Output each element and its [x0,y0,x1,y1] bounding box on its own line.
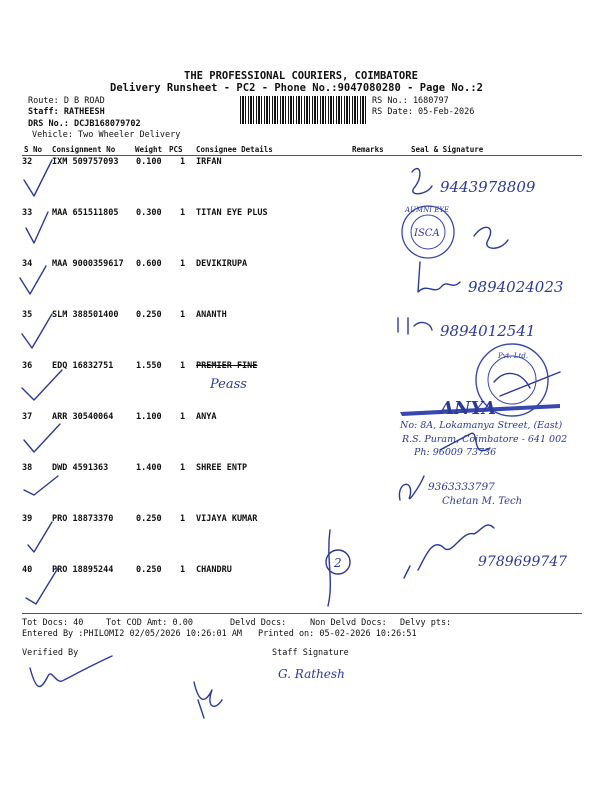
cell-consignee: CHANDRU [196,565,232,575]
delivery-ticks [20,160,62,604]
tick-icon [20,266,46,294]
col-weight: Weight [135,145,163,154]
anya-stamp [399,398,567,458]
signature-icon [412,169,432,194]
drs-label: DRS No.: DCJB168079702 [28,119,141,129]
total-docs: Tot Docs: 40 [22,618,84,628]
rs-date: RS Date: 05-Feb-2026 [372,107,475,117]
tick-icon [24,424,60,452]
cell-consignee: DEVIKIRUPA [196,259,248,269]
hand-phone-39: 9789699747 [478,554,568,570]
cell-pcs: 1 [180,157,186,167]
tick-icon [24,160,52,196]
runsheet-subtitle: Delivery Runsheet - PC2 - Phone No.:9047080280 - Page No.:2 [110,82,483,94]
cell-consignee: ANANTH [196,310,227,320]
staff-label: Staff: RATHEESH [28,107,105,117]
cell-weight: 0.300 [136,208,162,218]
footer-rule [22,613,582,614]
cell-cons: ARR 30540064 [52,412,114,422]
cell-pcs: 1 [180,208,186,218]
col-consignee: Consignee Details [196,145,273,154]
cell-cons: MAA 9000359617 [52,259,124,269]
signature-icon [474,227,508,248]
hand-phone-35: 9894012541 [440,322,536,340]
cell-pcs: 1 [180,361,186,371]
hand-phone-34: 9894024023 [468,278,564,296]
cell-cons: SLM 388501400 [52,310,119,320]
tick-icon [24,476,58,495]
cell-sno: 34 [22,259,33,269]
anya-name: ANYA [440,398,497,419]
isca-center-text: ISCA [414,228,440,239]
cell-consignee: IRFAN [196,157,222,167]
tick-icon [26,568,58,604]
hand-staff-signature: G. Rathesh [278,667,345,681]
cell-sno: 35 [22,310,33,320]
cell-consignee: VIJAYA KUMAR [196,514,258,524]
cell-weight: 1.100 [136,412,162,422]
company-title: THE PROFESSIONAL COURIERS, COIMBATORE [184,70,418,82]
printed-on: Printed on: 05-02-2026 10:26:51 [258,629,417,639]
anya-address-2: R.S. Puram, Coimbatore - 641 002 [402,434,568,445]
cell-weight: 1.550 [136,361,162,371]
hand-note-36: Peass [210,377,247,392]
anya-address-1: No: 8A, Lokamanya Street, (East) [400,420,563,431]
cell-weight: 0.600 [136,259,162,269]
cell-cons: PRO 18873370 [52,514,114,524]
signature-icon [418,262,460,292]
tick-icon [22,314,52,348]
cell-pcs: 1 [180,259,186,269]
total-cod-amount: Tot COD Amt: 0.00 [106,618,193,628]
cell-cons: IXM 509757093 [52,157,119,167]
cell-sno: 36 [22,361,33,371]
cell-weight: 0.100 [136,157,162,167]
delivery-points: Delvy pts: [400,618,452,628]
hand-circle-40: 2 [334,556,342,570]
cell-weight: 0.250 [136,514,162,524]
col-remarks: Remarks [352,145,384,154]
cell-consignee: PREMIER FINE [196,361,258,371]
staff-signature-label: Staff Signature [272,648,349,658]
verified-by-label: Verified By [22,648,79,658]
non-delivered-docs: Non Delvd Docs: [310,618,387,628]
tick-icon [28,522,52,552]
cell-pcs: 1 [180,514,186,524]
round-stamp-text: Pvt. Ltd. [498,352,529,360]
cell-weight: 1.400 [136,463,162,473]
cell-cons: PRO 18895244 [52,565,114,575]
cell-cons: EDQ 16832751 [52,361,114,371]
middle-signature-icon [194,682,222,718]
vehicle-label: Vehicle: Two Wheeler Delivery [32,130,181,140]
hand-phone-38: 9363333797 [428,481,495,493]
route-label: Route: D B ROAD [28,96,105,106]
delivered-docs: Delvd Docs: [230,618,287,628]
tick-icon [26,212,48,243]
cell-consignee: ANYA [196,412,217,422]
isca-stamp [402,206,508,258]
cell-sno: 40 [22,565,33,575]
cell-consignee: SHREE ENTP [196,463,248,473]
signature-icon [404,525,494,578]
hand-phone-32: 9443978809 [440,178,536,196]
col-seal: Seal & Signature [411,145,484,154]
cell-weight: 0.250 [136,310,162,320]
signature-icon [398,318,432,334]
col-pcs: PCS [169,145,183,154]
anya-phone: Ph: 96009 73736 [414,447,497,458]
cell-pcs: 1 [180,565,186,575]
cell-cons: MAA 651511805 [52,208,119,218]
col-consignment: Consignment No [52,145,116,154]
cell-sno: 32 [22,157,33,167]
tick-icon [22,370,62,400]
verified-signature-icon [30,656,112,686]
col-sno: S No [24,145,43,154]
signature-icon [399,476,424,500]
rs-number: RS No.: 1680797 [372,96,449,106]
cell-sno: 38 [22,463,33,473]
cell-sno: 39 [22,514,33,524]
cell-sno: 33 [22,208,33,218]
entered-by: Entered By :PHILOMI2 02/05/2026 10:26:01 AM [22,629,243,639]
cell-weight: 0.250 [136,565,162,575]
cell-cons: DWD 4591363 [52,463,109,473]
cell-consignee: TITAN EYE PLUS [196,208,268,218]
cell-pcs: 1 [180,412,186,422]
cell-sno: 37 [22,412,33,422]
cell-pcs: 1 [180,310,186,320]
isca-top-text: AUMNI EYE [405,206,450,214]
cell-pcs: 1 [180,463,186,473]
hand-name-38: Chetan M. Tech [442,496,523,507]
signature-icon [494,372,560,396]
